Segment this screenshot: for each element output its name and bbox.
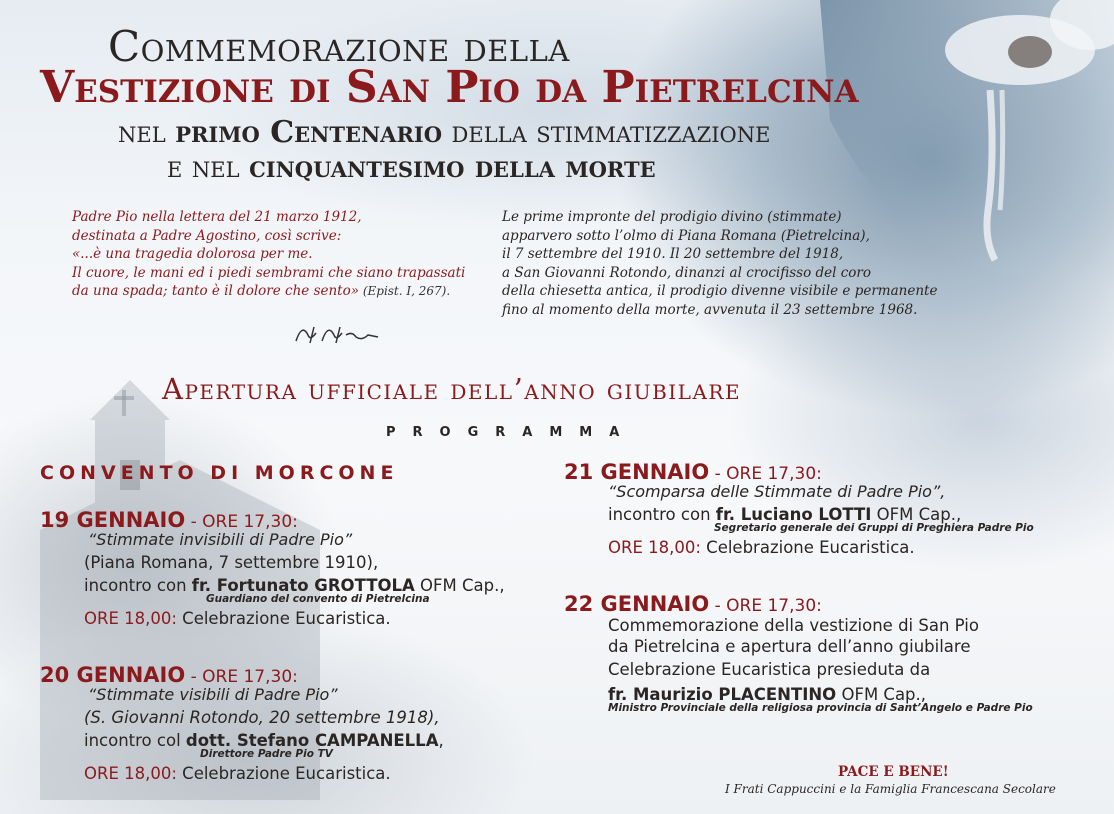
event-20-gennaio: 20 GENNAIO - ORE 17,30: “Stimmate visibili di Padre Pio” (S. Giovanni Rotondo, 20 settembre 1918), incontro col dott. Stefano CAMPANELLA, Direttore Padre Pio TV ORE 18,00: Celebrazione Eucaristica.: [40, 663, 444, 783]
title-line-3: nel primo Centenario della stimmatizzazione: [118, 115, 771, 150]
signature-image: [292, 321, 382, 347]
event-22-gennaio: 22 GENNAIO - ORE 17,30: Commemorazione della vestizione di San Pio da Pietrelcina e apertura dell’anno giubilare Celebrazione Eucaristica presieduta da fr. Maurizio PLACENTINO OFM Cap., Ministro Provinciale della religiosa provincia di Sant’Angelo e Padre Pio: [564, 592, 1033, 714]
pace-e-bene: PACE E BENE!: [838, 764, 949, 780]
title-line-2: Vestizione di San Pio da Pietrelcina: [40, 62, 859, 113]
convento-label: CONVENTO DI MORCONE: [40, 462, 399, 484]
event-21-gennaio: 21 GENNAIO - ORE 17,30: “Scomparsa delle Stimmate di Padre Pio”, incontro con fr. Luciano LOTTI OFM Cap., Segretario generale dei Gruppi di Preghiera Padre Pio ORE 18,00: Celebrazione Eucaristica.: [564, 460, 1034, 557]
frati-signature: I Frati Cappuccini e la Famiglia Francescana Secolare: [725, 782, 1056, 796]
title-line-4: e nel cinquantesimo della morte: [167, 150, 656, 185]
programma-label: PROGRAMMA: [386, 425, 637, 440]
quote-stimmate-history: Le prime impronte del prodigio divino (stimmate) apparvero sotto l’olmo di Piana Romana (Pietrelcina), il 7 settembre del 1910. Il 20 settembre del 1918, a San Giovanni Rotondo, dinanzi al crocifisso del coro della chiesetta antica, il prodigio divenne visibile e permanente fino al momento della morte, avvenuta il 23 settembre 1968.: [502, 209, 938, 318]
section-heading-apertura: Apertura ufficiale dell’anno giubilare: [162, 372, 742, 406]
quote-padre-pio: Padre Pio nella lettera del 21 marzo 1912, destinata a Padre Agostino, così scrive: «...è una tragedia dolorosa per me. Il cuore, le mani ed i piedi sembrami che siano trapassati da una spada; tanto è il dolore che sento» (Epist. I, 267).: [72, 209, 466, 299]
title-line-1: Commemorazione della: [108, 22, 570, 71]
event-19-gennaio: 19 GENNAIO - ORE 17,30: “Stimmate invisibili di Padre Pio” (Piana Romana, 7 settembre 1910), incontro con fr. Fortunato GROTTOLA OFM Cap., Guardiano del convento di Pietrelcina ORE 18,00: Celebrazione Eucaristica.: [40, 508, 505, 628]
